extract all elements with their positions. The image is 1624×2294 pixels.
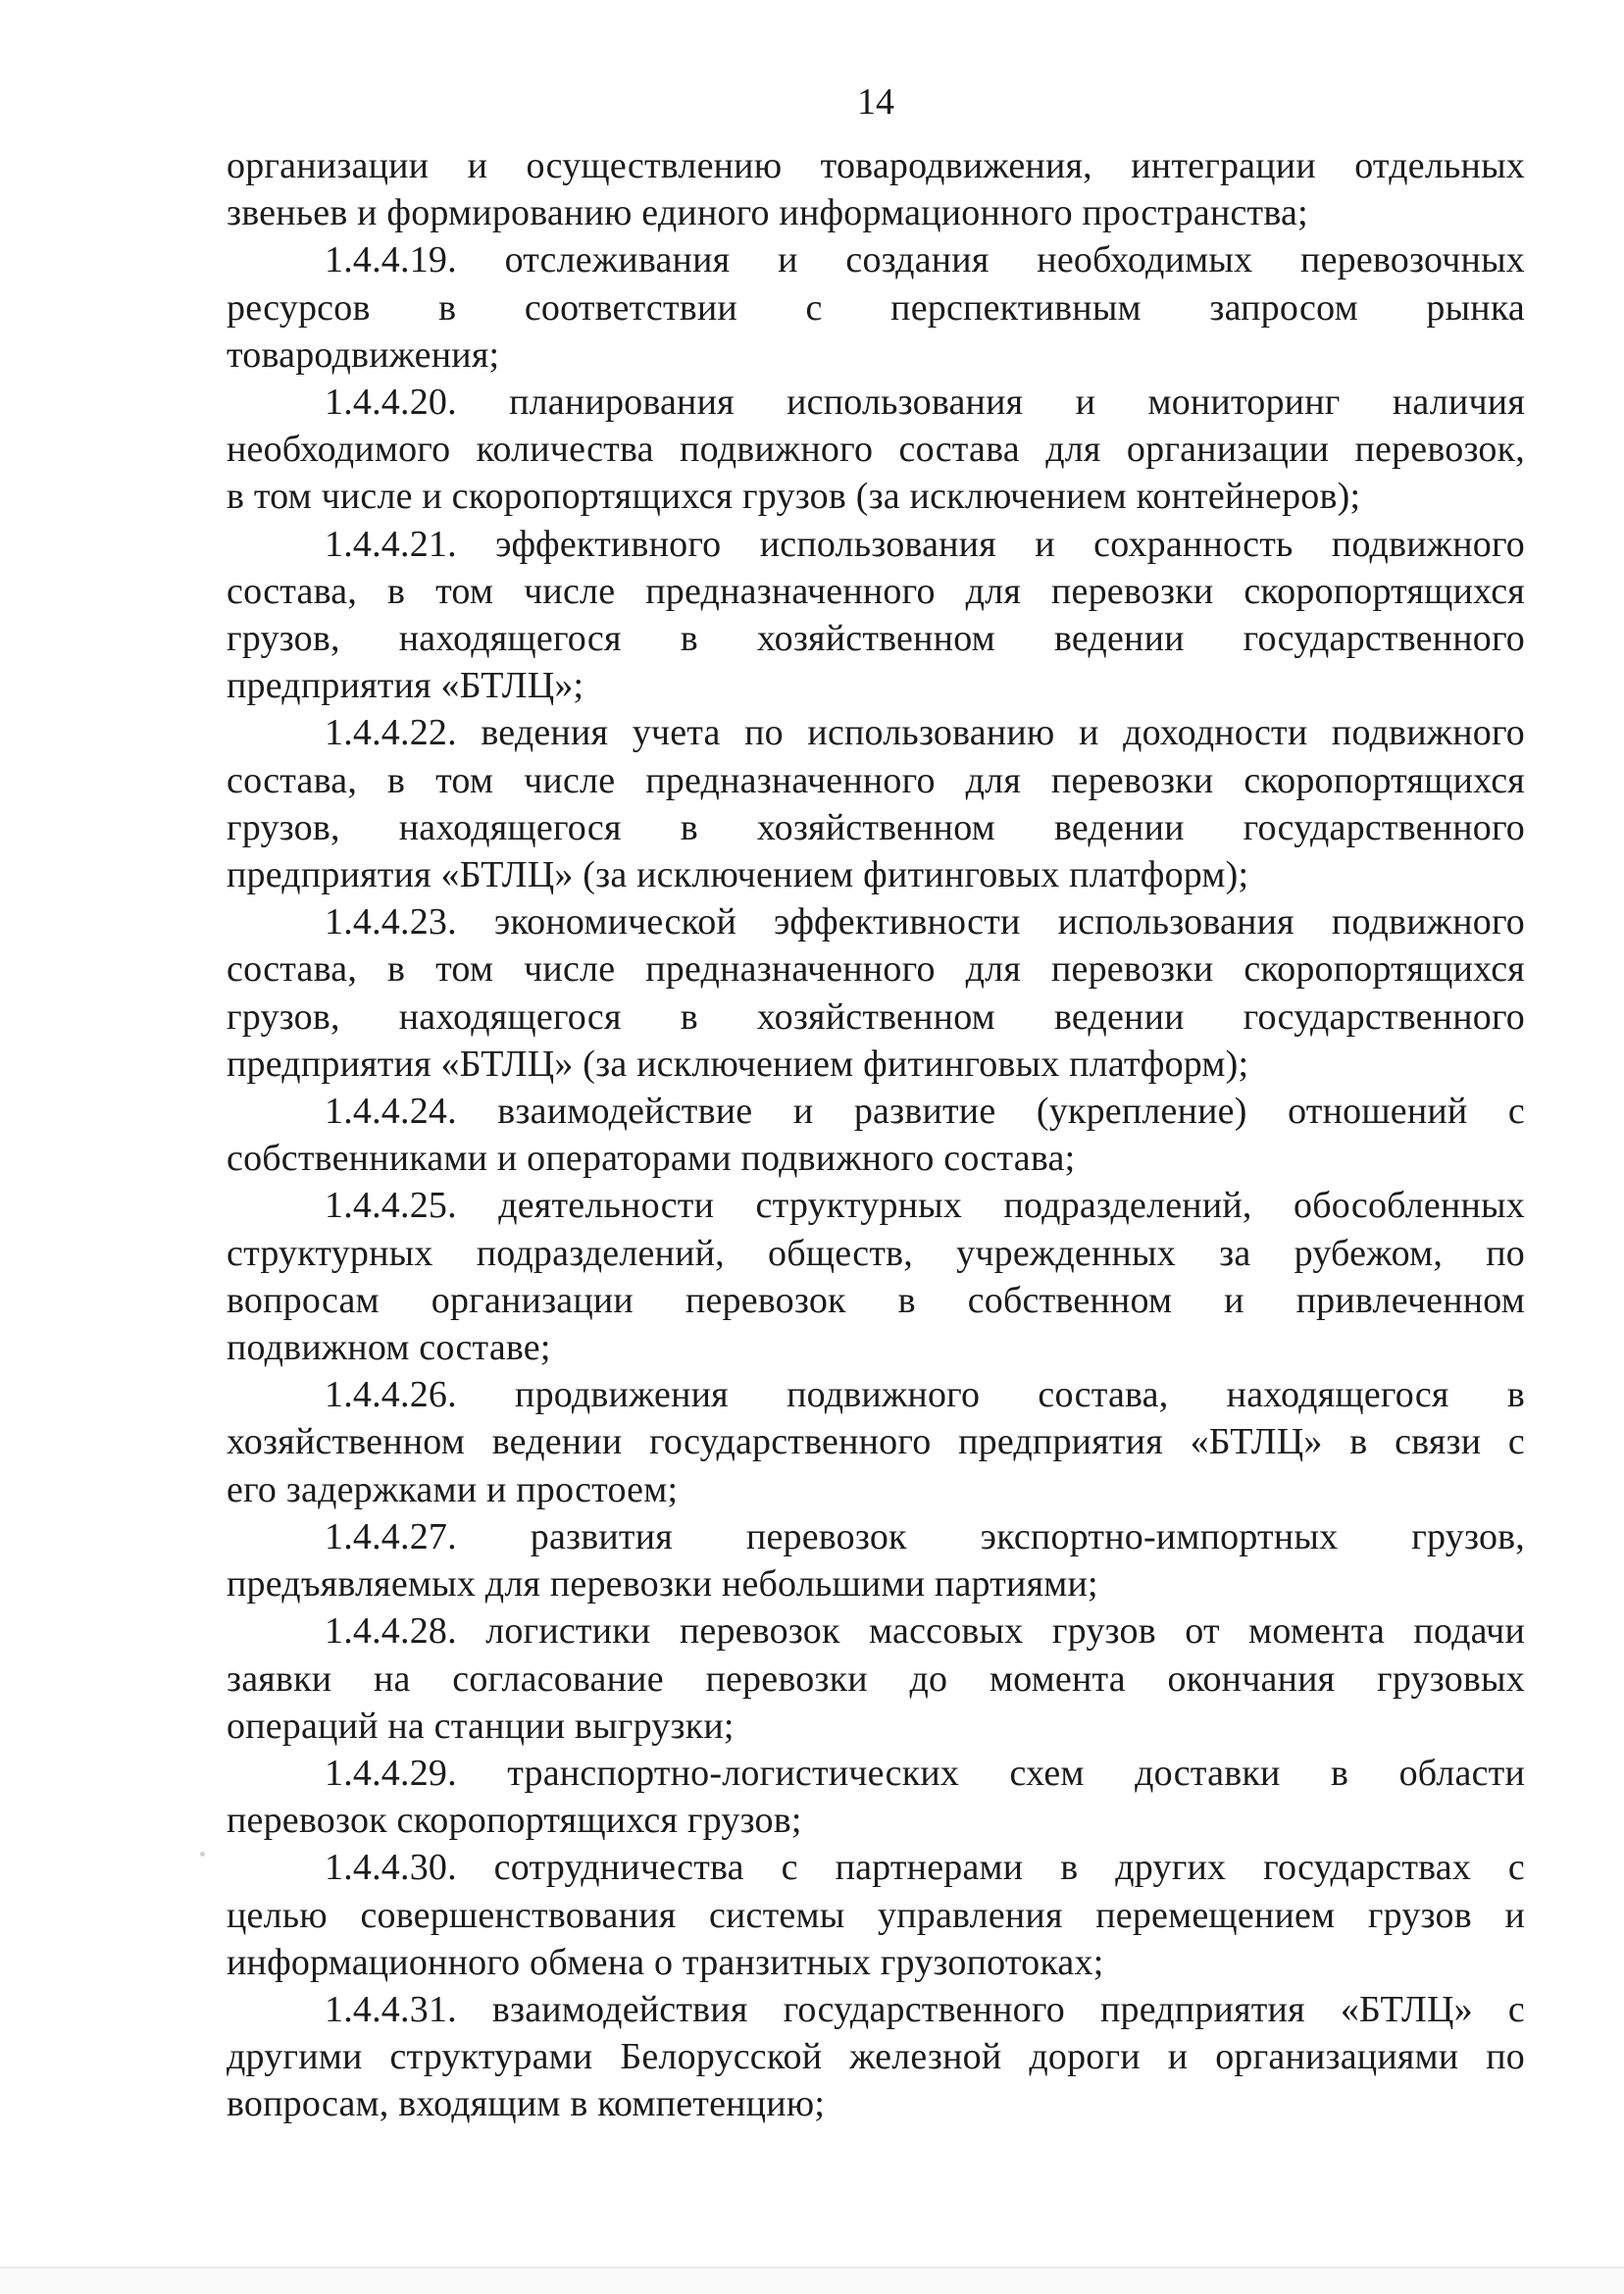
text-line: 1.4.4.29. транспортно-логистических схем доставки в области [325, 1752, 1525, 1794]
paragraph-1.4.4.30 [227, 1844, 1525, 1986]
text-line: его задержками и простоем; [227, 1468, 679, 1510]
text-line: структурных подразделений, обществ, учрежденных за рубежом, по [227, 1232, 1525, 1274]
paragraph-1.4.4.24 [227, 1088, 1525, 1182]
text-line: предприятия «БТЛЦ» (за исключением фитинговых платформ); [227, 1043, 1249, 1085]
paragraph-1.4.4.20 [227, 379, 1525, 521]
text-line: 1.4.4.19. отслеживания и создания необходимых перевозочных [325, 239, 1525, 281]
text-line: грузов, находящегося в хозяйственном ведении государственного [227, 806, 1525, 848]
page-number: 14 [857, 81, 894, 123]
text-line: 1.4.4.20. планирования использования и мониторинг наличия [325, 382, 1525, 424]
paragraph-1.4.4.25 [227, 1182, 1525, 1371]
text-line: 1.4.4.27. развития перевозок экспортно-импортных грузов, [325, 1515, 1525, 1557]
text-line: состава, в том числе предназначенного для перевозки скоропортящихся [227, 759, 1525, 801]
text-line: вопросам организации перевозок в собственном и привлеченном [227, 1279, 1525, 1321]
paragraph-1.4.4.19 [227, 236, 1525, 379]
text-line: товародвижения; [227, 333, 500, 376]
paragraph-1.4.4.26 [227, 1371, 1525, 1513]
text-line: информационного обмена о транзитных грузопотоках; [227, 1941, 1104, 1983]
text-line: перевозок скоропортящихся грузов; [227, 1800, 802, 1842]
text-line: 1.4.4.24. взаимодействие и развитие (укрепление) отношений с [325, 1091, 1525, 1133]
paragraph-1.4.4.27 [227, 1513, 1525, 1607]
text-line: грузов, находящегося в хозяйственном ведении государственного [227, 995, 1525, 1038]
text-line: ресурсов в соответствии с перспективным запросом рынка [227, 286, 1525, 329]
paragraph-1.4.4.21 [227, 521, 1525, 710]
text-line: в том числе и скоропортящихся грузов (за исключением контейнеров); [227, 476, 1361, 518]
text-line: состава, в том числе предназначенного для перевозки скоропортящихся [227, 948, 1525, 991]
text-line: организации и осуществлению товародвижения, интеграции отдельных [227, 145, 1525, 186]
text-line: 1.4.4.23. экономической эффективности использования подвижного [325, 901, 1525, 943]
scan-speck [200, 1852, 205, 1857]
text-line: звеньев и формированию единого информационного пространства; [227, 192, 1308, 234]
text-line: предприятия «БТЛЦ»; [227, 665, 584, 707]
document-body [227, 142, 1525, 2128]
text-line: 1.4.4.30. сотрудничества с партнерами в других государствах с [325, 1847, 1525, 1889]
text-line: вопросам, входящим в компетенцию; [227, 2083, 826, 2125]
text-line: необходимого количества подвижного состава для организации перевозок, [227, 429, 1525, 471]
text-line: собственниками и операторами подвижного состава; [227, 1138, 1076, 1180]
paragraph-1.4.4.23 [227, 898, 1525, 1088]
paragraph-1.4.4.29 [227, 1750, 1525, 1844]
text-line: целью совершенствования системы управления перемещением грузов и [227, 1894, 1525, 1936]
text-line: предприятия «БТЛЦ» (за исключением фитинговых платформ); [227, 854, 1249, 896]
scan-edge-strip [0, 2269, 1624, 2294]
text-line: грузов, находящегося в хозяйственном ведении государственного [227, 618, 1525, 660]
paragraph-1.4.4.22 [227, 709, 1525, 898]
text-line: 1.4.4.21. эффективного использования и сохранность подвижного [325, 523, 1525, 565]
text-line: подвижном составе; [227, 1327, 551, 1369]
text-line: 1.4.4.31. взаимодействия государственного предприятия «БТЛЦ» с [325, 1988, 1525, 2030]
paragraph-1.4.4.31 [227, 1986, 1525, 2128]
paragraph-1.4.4.28 [227, 1607, 1525, 1750]
paragraph-continuation [227, 142, 1525, 236]
text-line: заявки на согласование перевозки до момента окончания грузовых [227, 1657, 1525, 1700]
text-line: 1.4.4.22. ведения учета по использованию и доходности подвижного [325, 712, 1525, 754]
text-line: хозяйственном ведении государственного предприятия «БТЛЦ» в связи с [227, 1421, 1525, 1463]
text-line: предъявляемых для перевозки небольшими партиями; [227, 1563, 1098, 1606]
text-line: состава, в том числе предназначенного для перевозки скоропортящихся [227, 570, 1525, 612]
text-line: 1.4.4.25. деятельности структурных подразделений, обособленных [325, 1185, 1525, 1227]
text-line: другими структурами Белорусской железной дороги и организациями по [227, 2036, 1525, 2078]
text-line: операций на станции выгрузки; [227, 1705, 735, 1747]
text-line: 1.4.4.26. продвижения подвижного состава, находящегося в [325, 1374, 1525, 1416]
text-line: 1.4.4.28. логистики перевозок массовых грузов от момента подачи [325, 1610, 1525, 1653]
